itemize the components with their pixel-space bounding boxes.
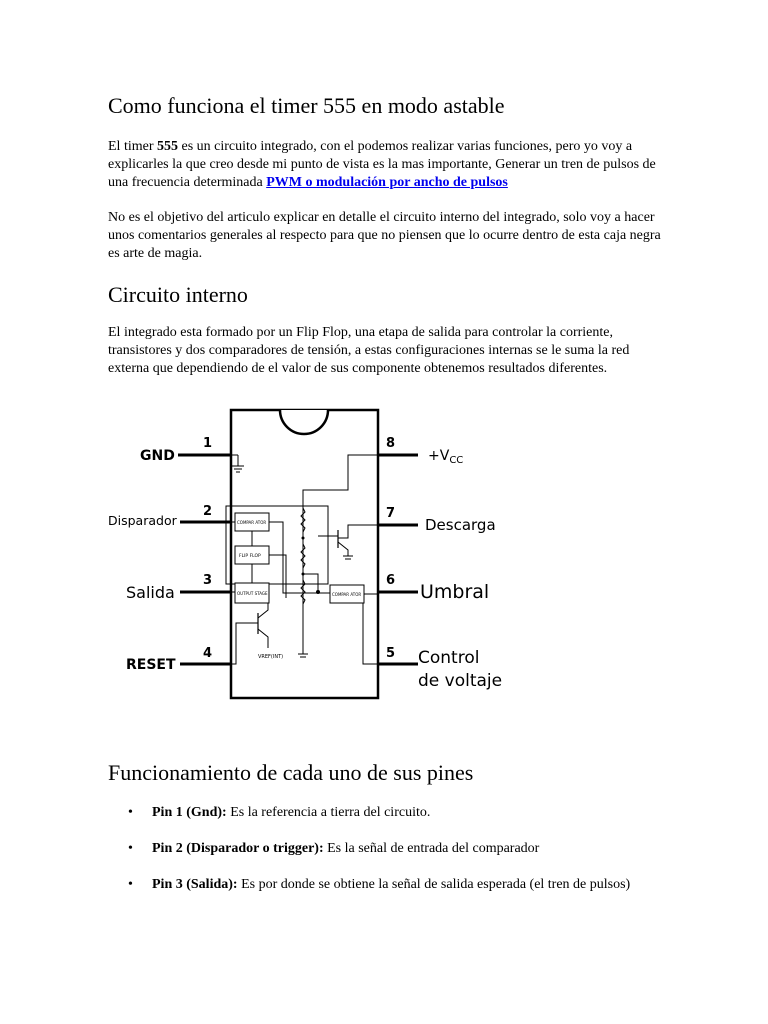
svg-text:OUTPUT STAGE: OUTPUT STAGE (237, 591, 268, 596)
list-item: • Pin 1 (Gnd): Es la referencia a tierra del circuito. (128, 805, 431, 820)
bullet-icon: • (128, 841, 133, 856)
pin-number-3: 3 (203, 573, 213, 588)
pin-label-umbral: Umbral (420, 581, 490, 603)
pin-number-5: 5 (386, 646, 396, 661)
vref-label: VREF(INT) (258, 654, 284, 660)
bullet-icon: • (128, 805, 133, 820)
section-title-circuito-interno: Circuito interno (108, 282, 248, 307)
svg-text:COMPAR ATOR: COMPAR ATOR (332, 592, 362, 597)
pin-number-2: 2 (203, 504, 213, 519)
section-title-funcionamiento: Funcionamiento de cada uno de sus pines (108, 760, 474, 785)
pin-number-7: 7 (386, 506, 396, 521)
svg-text:FLIP FLOP: FLIP FLOP (239, 554, 261, 559)
page-title: Como funciona el timer 555 en modo astable (108, 93, 505, 118)
pin-label-salida: Salida (126, 583, 175, 602)
list-item: • Pin 3 (Salida): Es por donde se obtiene la señal de salida esperada (el tren de pulsos) (128, 877, 631, 892)
circuito-interno-paragraph: El integrado esta formado por un Flip Flop, una etapa de salida para controlar la corriente, transistores y dos comparadores de tensión, a estas configuraciones internas se le suma la red externa que dependiendo de el valor de sus componente obtenemos resultados diferentes. (108, 325, 630, 376)
pin-number-1: 1 (203, 436, 213, 451)
pin-label-disparador: Disparador (108, 513, 177, 528)
intro-text-end: es un circuito integrado, con el podemos realizar varias funciones, pero yo voy a explicarles la que creo desde mi punto de vista es la mas importante, Generar un tren de pulsos de una frecuencia determinada (108, 139, 656, 190)
svg-text:COMPAR ATOR: COMPAR ATOR (237, 520, 267, 525)
bullet-icon: • (128, 877, 133, 892)
timer-555-diagram (108, 408, 528, 708)
pin-label-vcc: $+V_{CC}$ (428, 448, 464, 466)
pin-label-descarga: Descarga (425, 516, 496, 534)
list-item: • Pin 2 (Disparador o trigger): Es la señal de entrada del comparador (128, 841, 540, 856)
pwm-link[interactable]: PWM o modulación por ancho de pulsos (266, 175, 508, 190)
pin-label-reset: RESET (126, 657, 176, 673)
pins-list (128, 804, 648, 912)
pin-number-4: 4 (203, 646, 213, 661)
pin-number-6: 6 (386, 573, 396, 588)
second-paragraph: No es el objetivo del articulo explicar en detalle el circuito interno del integrado, solo voy a hacer unos comentarios generales al respecto para que no piensen que lo ocurre dentro de esta caja negra es arte de magia. (108, 210, 661, 261)
pin-label-voltaje: de voltaje (418, 671, 503, 691)
ic-notch (280, 410, 328, 434)
intro-bold-555: 555 (157, 139, 178, 154)
intro-paragraph (108, 138, 668, 192)
pin-label-gnd: GND (140, 448, 175, 464)
pin-number-8: 8 (386, 436, 396, 451)
pin-label-control: Control (418, 648, 480, 668)
intro-text-start: El timer (108, 139, 157, 154)
